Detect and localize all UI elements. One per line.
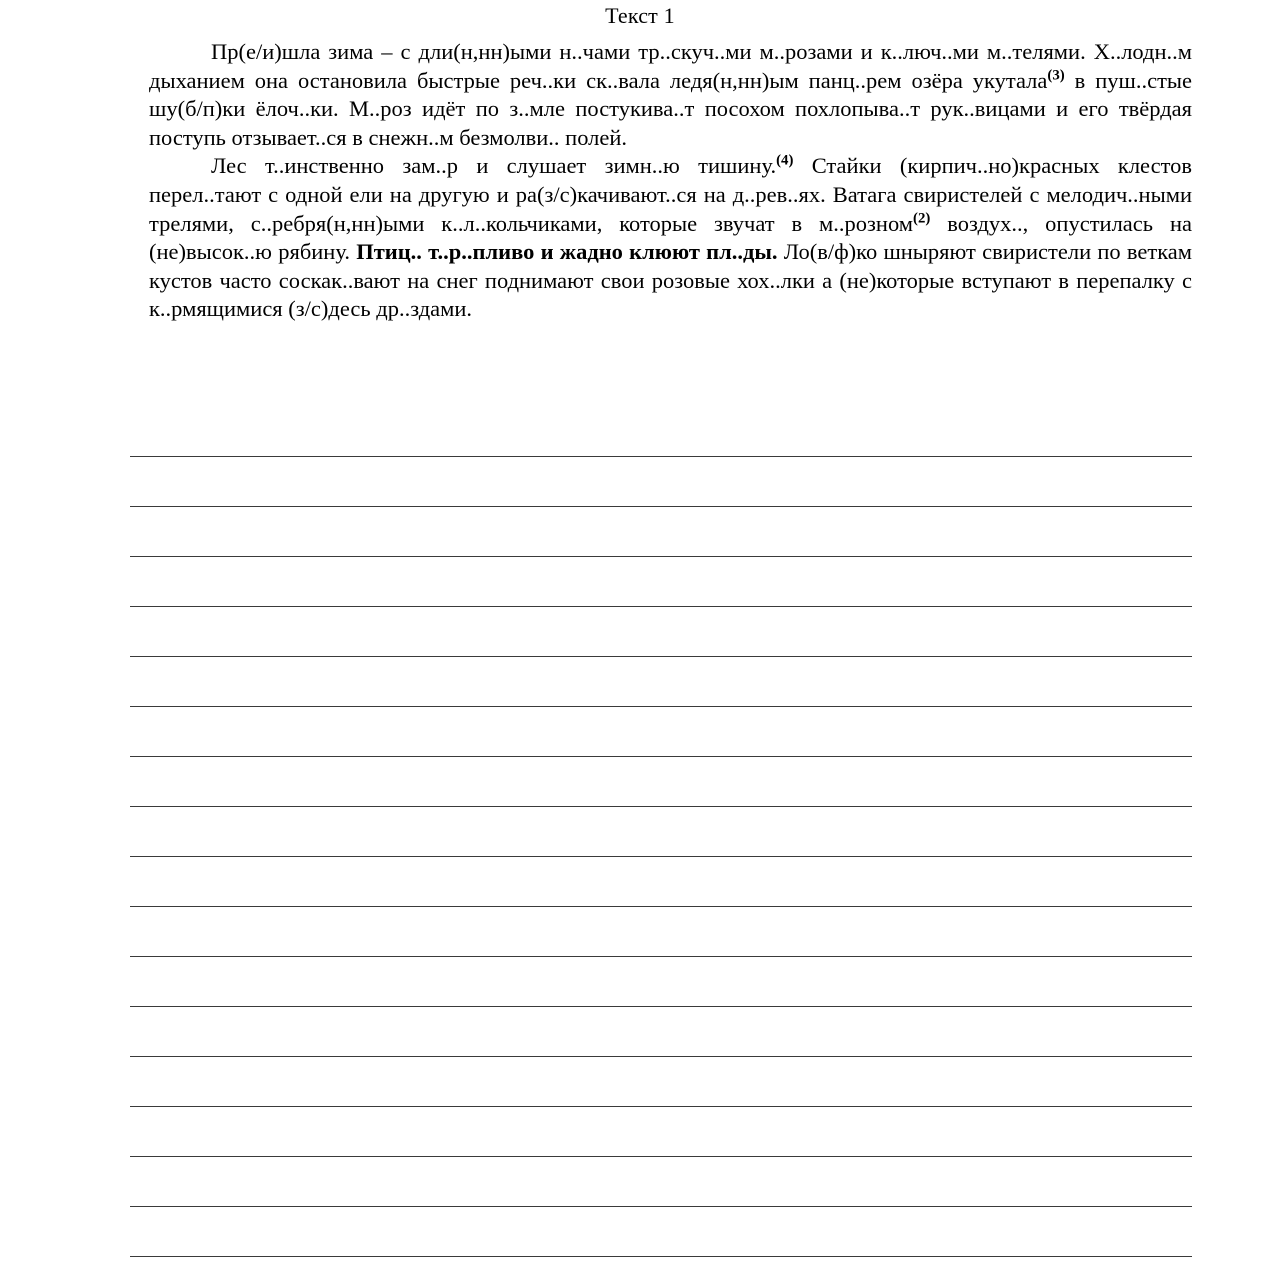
answer-line	[130, 456, 1192, 457]
answer-line	[130, 1056, 1192, 1057]
answer-line	[130, 1006, 1192, 1007]
page-title: Текст 1	[605, 3, 675, 28]
answer-line	[130, 856, 1192, 857]
passage-paragraph-2	[149, 152, 1192, 324]
task-reference-marker: (3)	[1047, 67, 1065, 84]
answer-line	[130, 1206, 1192, 1207]
passage-paragraph-1	[149, 38, 1192, 152]
answer-line	[130, 1256, 1192, 1257]
text-run: Лес т..инственно зам..р и слушает зимн..ю тишину.	[211, 153, 777, 179]
task-reference-marker: (4)	[776, 152, 794, 169]
emphasized-sentence: Птиц.. т..р..пливо и жадно клюют пл..ды.	[356, 239, 778, 265]
answer-line	[130, 1156, 1192, 1157]
answer-line	[130, 706, 1192, 707]
text-run: в пуш..стые шу(б/п)ки ёлоч..ки. М..роз идёт по з..мле постукива..т посохом похлопыва..т рук..вицами и его твёрдая поступь отзывает..ся в снежн..м безмолви.. полей.	[149, 67, 1193, 150]
answer-line	[130, 1106, 1192, 1107]
answer-line	[130, 656, 1192, 657]
answer-line	[130, 906, 1192, 907]
text-run: Ло(в/ф)ко шныряют свиристели по веткам кустов часто соскак..вают на снег поднимают свои розовые хох..лки а (не)которые вступают в перепалку с к..рмящимися (з/с)десь др..здами.	[149, 239, 1193, 322]
answer-line	[130, 956, 1192, 957]
text-run: Стайки (кирпич..но)красных клестов перел..тают с одной ели на другую и ра(з/с)качивают..ся на д..рев..ях. Ватага свиристелей с мелодич..ными трелями, с..ребря(н,нн)ыми к..л..кольчиками, которые звучат в м..розном	[149, 153, 1192, 236]
text-run: воздух.., опустилась на (не)высок..ю рябину.	[149, 210, 1192, 265]
task-reference-marker: (2)	[913, 210, 931, 227]
answer-line	[130, 506, 1192, 507]
answer-line	[130, 606, 1192, 607]
answer-line	[130, 806, 1192, 807]
passage-text	[149, 38, 1192, 324]
text-run: Пр(е/и)шла зима – с дли(н,нн)ыми н..чами тр..скуч..ми м..розами и к..люч..ми м..телями. Х..лодн..м дыханием она остановила быстрые реч..ки ск..вала ледя(н,нн)ым панц..рем озёра укутала	[149, 39, 1192, 93]
answer-line	[130, 556, 1192, 557]
answer-line	[130, 756, 1192, 757]
